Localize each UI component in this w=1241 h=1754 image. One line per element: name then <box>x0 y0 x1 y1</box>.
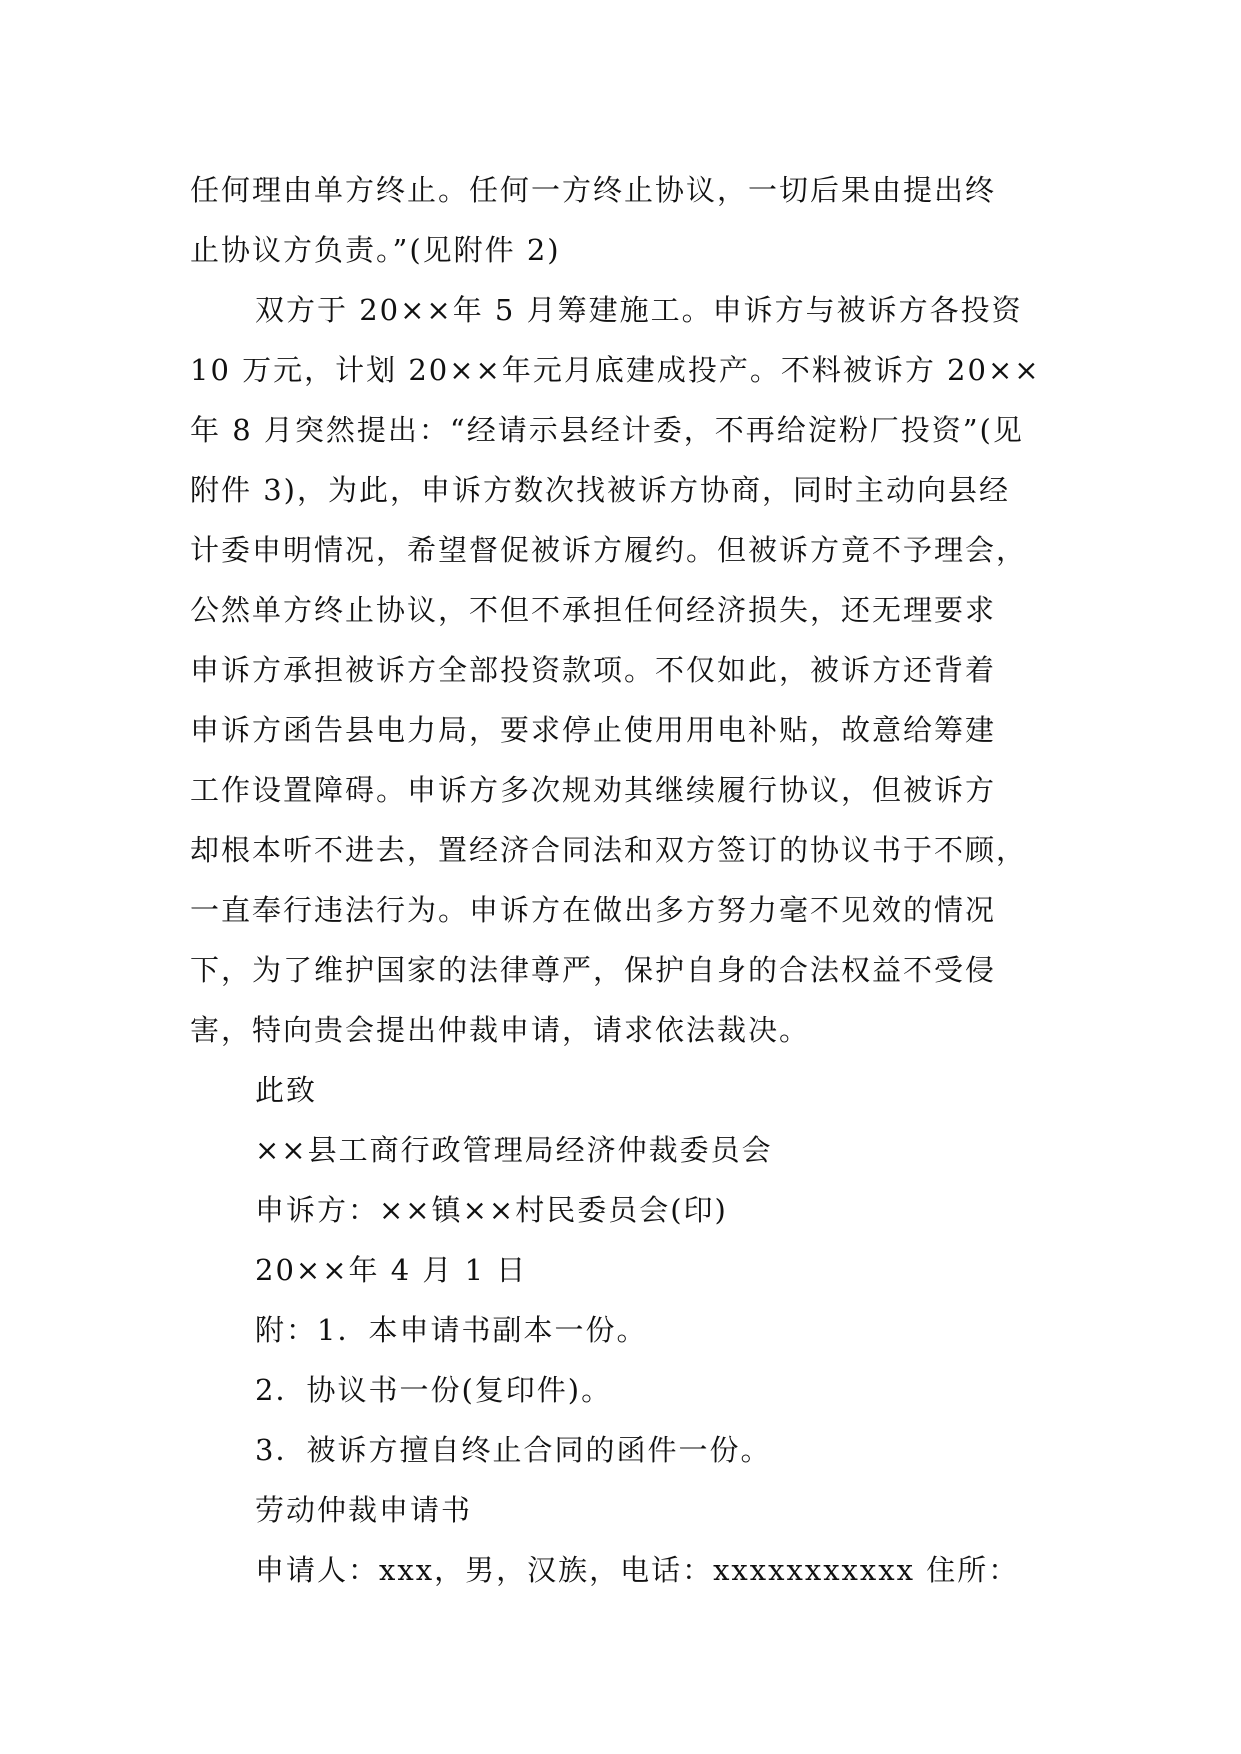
text-line: 申诉方承担被诉方全部投资款项。不仅如此，被诉方还背着 <box>190 653 997 687</box>
recipient: ××县工商行政管理局经济仲裁委员会 <box>255 1133 773 1167</box>
text-line: 害，特向贵会提出仲裁申请，请求依法裁决。 <box>190 1013 811 1047</box>
document-page <box>190 160 1050 1600</box>
text-line: 工作设置障碍。申诉方多次规劝其继续履行协议，但被诉方 <box>190 773 997 807</box>
section-title: 劳动仲裁申请书 <box>255 1493 473 1527</box>
text-line: 10 万元，计划 20××年元月底建成投产。不料被诉方 20×× <box>190 353 1041 387</box>
text-line: 双方于 20××年 5 月筹建施工。申诉方与被诉方各投资 <box>255 293 1023 327</box>
text-line: 申诉方函告县电力局，要求停止使用用电补贴，故意给筹建 <box>190 713 997 747</box>
paragraph-continuation <box>190 160 1050 280</box>
text-line: 年 8 月突然提出：“经请示县经计委，不再给淀粉厂投资”(见 <box>190 413 1024 447</box>
attachment-item: 3．被诉方擅自终止合同的函件一份。 <box>255 1433 772 1467</box>
text-line: 附件 3)，为此，申诉方数次找被诉方协商，同时主动向县经 <box>190 473 1010 507</box>
attachment-item: 附：1．本申请书副本一份。 <box>255 1313 648 1347</box>
applicant-signature: 申诉方：××镇××村民委员会(印) <box>255 1193 728 1227</box>
document-date: 20××年 4 月 1 日 <box>255 1253 528 1287</box>
salutation: 此致 <box>255 1073 318 1107</box>
text-line: 计委申明情况，希望督促被诉方履约。但被诉方竟不予理会， <box>190 533 1028 567</box>
attachment-item: 2．协议书一份(复印件)。 <box>255 1373 613 1407</box>
text-line: 任何理由单方终止。任何一方终止协议，一切后果由提出终 <box>190 173 997 207</box>
text-line: 公然单方终止协议，不但不承担任何经济损失，还无理要求 <box>190 593 997 627</box>
attachments-list <box>190 1300 1050 1480</box>
text-line: 却根本听不进去，置经济合同法和双方签订的协议书于不顾， <box>190 833 1028 867</box>
applicant-info: 申请人：xxx，男，汉族，电话：xxxxxxxxxxx 住所： <box>255 1553 1020 1587</box>
paragraph-main <box>190 280 1050 1060</box>
text-line: 止协议方负责。”(见附件 2) <box>190 233 561 267</box>
text-line: 一直奉行违法行为。申诉方在做出多方努力毫不见效的情况 <box>190 893 997 927</box>
text-line: 下，为了维护国家的法律尊严，保护自身的合法权益不受侵 <box>190 953 997 987</box>
